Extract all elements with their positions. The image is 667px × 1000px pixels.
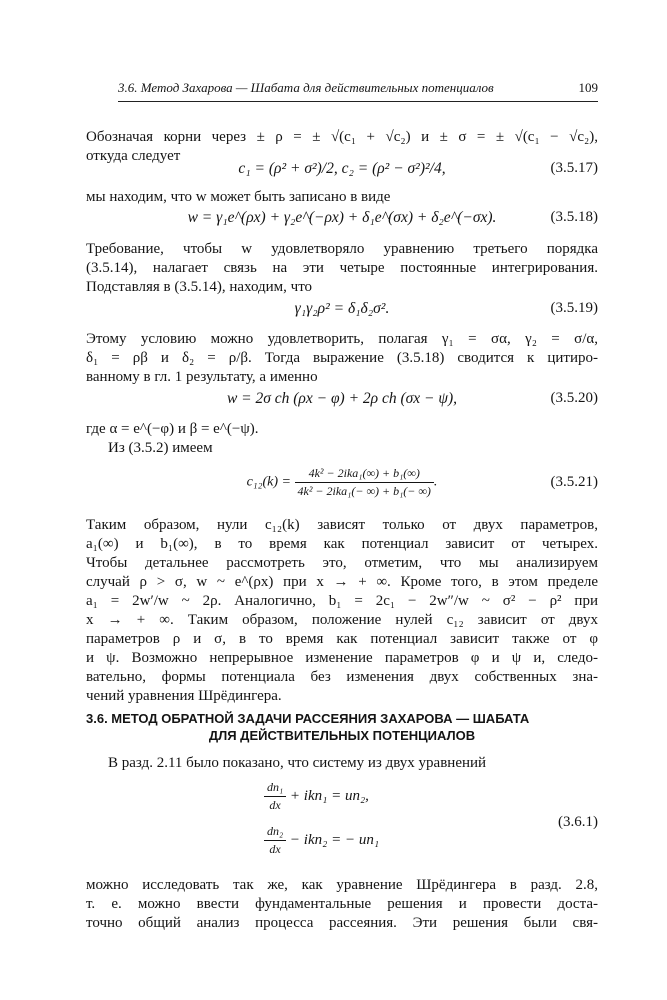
text-line: вательно, формы потенциала без изменения двух собственных зна- [86,669,598,685]
equation-number: (3.5.17) [550,160,598,176]
header-rule [118,101,598,102]
equation-body: c₁ = (ρ² + σ²)/2, c₂ = (ρ² − σ²)²/4, [238,160,446,177]
text-line: где α = e^(−φ) и β = e^(−ψ). [86,421,259,437]
fraction-denominator: dx [269,842,281,856]
text-line: случай ρ > σ, w ~ e^(ρx) при x → + ∞. Кроме того, в этом пределе [86,574,598,590]
text-line: можно исследовать так же, как уравнение Шрёдингера в разд. 2.8, [86,877,598,893]
equation-row-1 [264,780,369,813]
fraction-denominator: dx [269,798,281,812]
text-line: Требование, чтобы w удовлетворяло уравнению третьего порядка [86,241,598,257]
equation-body: γ₁γ₂ρ² = δ₁δ₂σ². [294,300,390,317]
running-header [118,80,598,96]
equation-3-5-21 [86,466,598,502]
fraction-numerator: dn₂ [264,824,286,841]
text-line: Таким образом, нули c₁₂(k) зависят только от двух параметров, [86,517,598,533]
text-line: чений уравнения Шрёдингера. [86,688,282,704]
fraction-numerator: 4k² − 2ika₁(∞) + b₁(∞) [295,466,434,483]
equation-3-5-18 [86,209,598,235]
text-line: параметров ρ и σ, в то время как потенциал зависит также от φ [86,631,598,647]
text-line: a₁ = 2w′/w ~ 2ρ. Аналогично, b₁ = 2c₁ − 2w″/w ~ σ² − ρ² при [86,593,598,609]
section-heading [86,710,598,744]
equation-row-2 [264,824,379,857]
text-line: δ₁ = ρβ и δ₂ = ρ/β. Тогда выражение (3.5.18) сводится к цитиро- [86,350,598,366]
equation-number: (3.6.1) [558,814,598,830]
equation-rest: + ikn₁ = un₂, [289,787,369,804]
fraction [295,466,434,499]
equation-body: w = γ₁e^(ρx) + γ₂e^(−ρx) + δ₁e^(σx) + δ₂e^(−σx). [187,209,497,226]
equation-3-5-20 [86,390,598,416]
equation-number: (3.5.19) [550,300,598,316]
text-line: В разд. 2.11 было показано, что систему из двух уравнений [108,755,487,771]
fraction-denominator: 4k² − 2ika₁(− ∞) + b₁(− ∞) [297,484,431,498]
equation-number: (3.5.20) [550,390,598,406]
text-line: (3.5.14), налагает связь на эти четыре постоянные интегрирования. [86,260,598,276]
equation-number: (3.5.18) [550,209,598,225]
equation-rest: − ikn₂ = − un₁ [289,831,380,848]
text-line: Этому условию можно удовлетворить, полагая γ₁ = σα, γ₂ = σ/α, [86,331,598,347]
equation-lhs: c₁₂(k) = [246,474,291,490]
equation-3-5-19 [86,300,598,326]
text-line: и ψ. Возможно непрерывное изменение параметров φ и ψ и, следо- [86,650,598,666]
text-line: точно общий анализ процесса рассеяния. Эти решения были свя- [86,915,598,931]
text-line: Чтобы детальнее рассмотреть это, отметим, что мы анализируем [86,555,598,571]
equation-tail: . [433,474,438,490]
equation-body [86,466,598,499]
text-line: мы находим, что w может быть записано в виде [86,189,391,205]
running-title: 3.6. Метод Захарова — Шабата для действительных потенциалов [118,80,494,95]
page-number: 109 [578,80,598,95]
equation-3-6-1 [86,780,598,870]
text-line: Из (3.5.2) имеем [108,440,213,456]
derivative-fraction [264,824,286,857]
text-line: ванному в гл. 1 результату, а именно [86,369,318,385]
section-heading-line-2: ДЛЯ ДЕЙСТВИТЕЛЬНЫХ ПОТЕНЦИАЛОВ [208,728,476,743]
equation-body: w = 2σ ch (ρx − φ) + 2ρ ch (σx − ψ), [226,390,458,407]
section-heading-line-1: 3.6. МЕТОД ОБРАТНОЙ ЗАДАЧИ РАССЕЯНИЯ ЗАХАРОВА — ШАБАТА [86,711,530,726]
derivative-fraction [264,780,286,813]
fraction-numerator: dn₁ [264,780,286,797]
equation-number: (3.5.21) [550,474,598,490]
equation-3-5-17 [86,160,598,186]
text-line: т. е. можно ввести фундаментальные решения и провести доста- [86,896,598,912]
text-line: a₁(∞) и b₁(∞), в то время как потенциал зависит от четырех. [86,536,598,552]
text-line: откуда следует [86,148,181,164]
text-line: x → + ∞. Таким образом, положение нулей c₁₂ зависит от двух [86,612,598,628]
text-line: Подставляя в (3.5.14), находим, что [86,279,313,295]
text-line: Обозначая корни через ± ρ = ± √(c₁ + √c₂) и ± σ = ± √(c₁ − √c₂), [86,129,598,145]
